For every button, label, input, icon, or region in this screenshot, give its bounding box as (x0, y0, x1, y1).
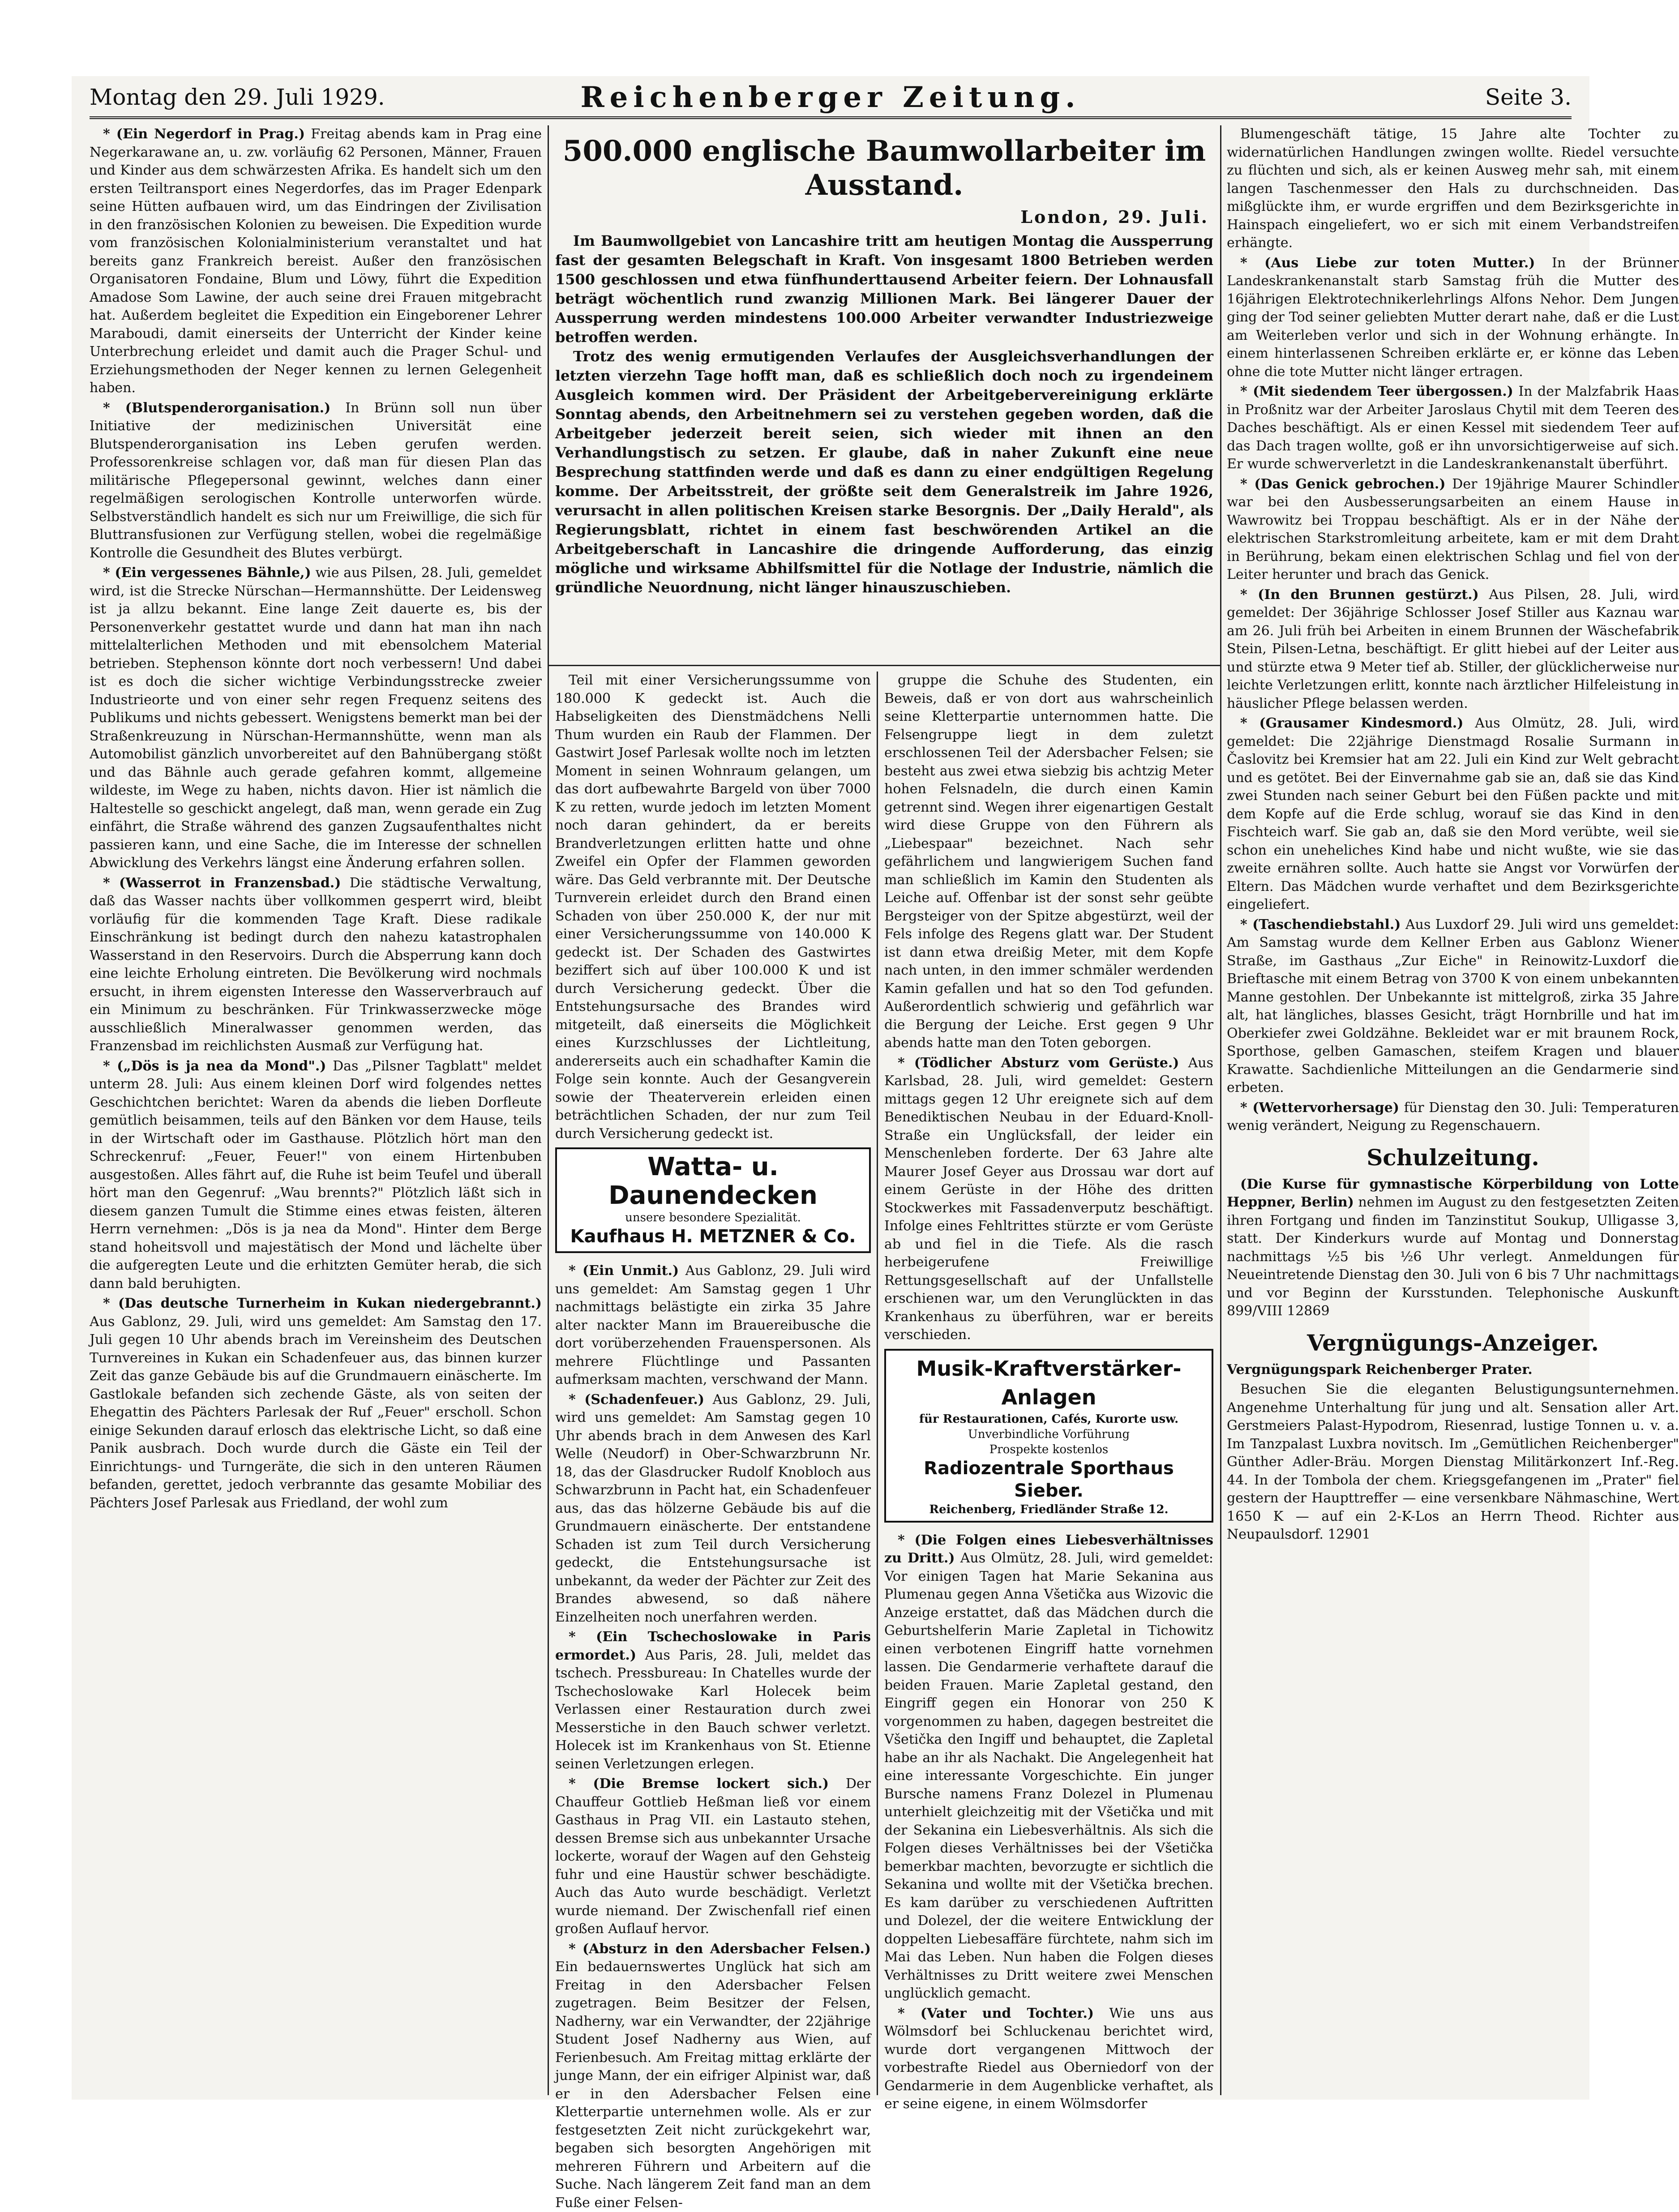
article (555, 1391, 871, 1627)
article-body: Die städtische Verwaltung, daß das Wasser nachts über vollkommen gesperrt wird, bleibt vorläufig für die kommenden Tage Kraft. Diese radikale Einschränkung ist bedingt durch den nahezu katastrophalen Wasserstand in den Reservoirs. Durch die Absperrung kann doch eine leichte Erholung eintreten. Die Bevölkerung wird nochmals ersucht, in ihrem eigensten Interesse den Wasserverbrauch auf ein Minimum zu beschränken. Für Trinkwasserzwecke möge ausschließlich Mineralwasser genommen werden, das Franzensbad im reichlichsten Ausmaß zur Verfügung hat. (90, 875, 542, 1054)
article-heading: * (In den Brunnen gestürzt.) (1240, 587, 1479, 603)
article-body: In Brünn soll nun über Initiative der medizinischen Universität eine Blutspenderorganisation ins Leben gerufen werden. Professorenkreise schlagen vor, daß man für diesen Plan das militärische Pflegepersonal gewinnt, welches dann einer regelmäßigen serologischen Kontrolle unterworfen würde. Selbstverständlich handelt es sich nur um Freiwillige, die sich für Bluttransfusionen zur Verfügung stellen, wobei die regelmäßige Kontrolle die Gesundheit des Blutes verbürgt. (90, 400, 542, 561)
column-2 (555, 672, 871, 2095)
article-heading: * (Die Bremse lockert sich.) (569, 1776, 829, 1792)
ad-shop: Radiozentrale Sporthaus Sieber. (890, 1457, 1208, 1502)
column-1 (90, 125, 542, 2095)
article (1227, 254, 1679, 381)
article-heading: * (Aus Liebe zur toten Mutter.) (1240, 255, 1535, 271)
ad-line: für Restaurationen, Cafés, Kurorte usw. (890, 1412, 1208, 1427)
article-body: Der 19jährige Maurer Schindler war bei den Ausbesserungsarbeiten an einem Hause in Wawrowitz bei Troppau beschäftigt. Als er in der Nähe der elektrischen Starkstromleitung arbeitete, kam er mit dem Draht in Berührung, bekam einen elektrischen Schlag und fiel von der Leiter herunter und brach das Genick. (1227, 476, 1679, 583)
article (1227, 916, 1679, 1097)
section-heading-schulzeitung: Schulzeitung. (1227, 1143, 1679, 1172)
ad-address: Reichenberg, Friedländer Straße 12. (890, 1502, 1208, 1517)
article (90, 125, 542, 398)
article-body: Aus Gablonz, 29. Juli wird uns gemeldet: Am Samstag gegen 1 Uhr nachmittags belästigte ein zirka 35 Jahre alter nackter Mann im Brauereibusche die dort vorüberzehenden Frauenspersonen. Als mehrere Flüchtlinge und Passanten aufmerksam machten, verschwand der Mann. (555, 1263, 871, 1387)
article (884, 2005, 1213, 2114)
article-body: Aus Gablonz, 29. Juli, wird uns gemeldet: Am Samstag den 17. Juli gegen 10 Uhr abends brach im Vereinsheim des Deutschen Turnvereines in Kukan ein Schadenfeuer aus, das binnen kurzer Zeit das ganze Gebäude bis auf die Grundmauern einäscherte. Im Gastlokale befanden sich zechende Gäste, als von seiten der Ehegattin des Pächters Parlesak der Ruf „Feuer" erscholl. Schon einige Sekunden darauf erlosch das elektrische Licht, so daß eine Panik ausbrach. Doch wurde durch die Gäste ein Teil der Einrichtungs- und Turngeräte, die sich in den unteren Räumen befanden, gerettet, jedoch verbrannte das gesamte Mobiliar des Pächters Josef Parlesak aus Friedland, der wohl zum (90, 1314, 542, 1511)
article-body: Ein bedauernswertes Unglück hat sich am Freitag in den Adersbacher Felsen zugetragen. Beim Besitzer der Felsen, Nadherny, war ein Verwandter, der 22jährige Student Josef Nadherny aus Wien, auf Ferienbesuch. Am Freitag mittag erklärte der junge Mann, der ein eifriger Alpinist war, daß er in den Adersbacher Felsen eine Kletterpartie unternehmen wolle. Als er zur festgesetzten Zeit nicht zurückgekehrt war, begaben sich besorgten Angehörigen mit mehreren Führern und Arbeitern auf die Suche. Nach längerem Zeit fand man an dem Fuße einer Felsen- (555, 1959, 871, 2211)
article-heading: * (Ein vergessenes Bähnle,) (103, 565, 311, 581)
article-body: Das „Pilsner Tagblatt" meldet unterm 28. Juli: Aus einem kleinen Dorf wird folgendes nettes Geschichtchen berichtet: Waren da abends die lieben Dorfleute gemütlich beisammen, teils auf den Bänken vor dem Hause, teils in der Wirtschaft oder im Gasthause. Plötzlich hört man den Schreckenruf: „Feuer, Feuer!" von einem Hirtenbuben ausgestoßen. Alles fährt auf, die Ruhe ist beim Teufel und überall hört man den Gegenruf: „Wau brennts?" Plötzlich läßt sich in diesem ganzen Tumult die Stimme eines etwas feisten, älteren Herrn vernehmen: „Dös is ja nea da Mond". Hinter dem Berge stand hoheitsvoll und majestätisch der Mond und lächelte über die aufgeregten Leute und die erhitzten Gemüter herab, die sich dann bald beruhigten. (90, 1058, 542, 1292)
column-4 (1227, 125, 1679, 2095)
article-body: nehmen im August zu den festgesetzten Zeiten ihren Fortgang und finden im Tanzinstitut Soukup, Ulligasse 3, statt. Der Kinderkurs wurde auf Montag und Donnerstag nachmittags ½5 bis ½6 Uhr verlegt. Anmeldungen für Neueintretende Dienstag den 30. Juli von 6 bis 7 Uhr nachmittags und vor Beginn der Kursstunden. Telephonische Auskunft 899/VIII 12869 (1227, 1194, 1679, 1319)
lead-paragraph: Im Baumwollgebiet von Lancashire tritt am heutigen Montag die Aussperrung fast der gesamten Belegschaft in Kraft. Von insgesamt 1800 Betrieben werden 1500 geschlossen und etwa fünfhunderttausend Arbeiter feiern. Der Lohnausfall beträgt wöchentlich rund zwanzig Millionen Mark. Bei längerer Dauer der Aussperrung werden mindestens 100.000 Arbeiter verwandter Industriezweige betroffen werden. (555, 231, 1213, 347)
article-heading: * (Ein Tschechoslowake in Paris ermordet.) (555, 1629, 871, 1663)
article-body: Freitag abends kam in Prag eine Negerkarawane an, u. zw. vorläufig 62 Personen, Männer, Frauen und Kinder aus dem schwärzesten Afrika. Es handelt sich um den ersten Teiltransport eines Negerdorfes, das im Prager Edenpark seine Hütten aufbauen wird, um das Eindringen der Zivilisation in den französischen Kolonien zu beweisen. Die Expedition wurde vom französischen Kolonialministerium veranstaltet und hat bereits ganz Frankreich bereist. Außer den französischen Organisatoren Fondaine, Blum und Löwy, führt die Expedition Amadose Som Lawine, der auch seine drei Frauen mitgebracht hat. Außerdem begleitet die Expedition ein Eingeborener Lehrer Maraboudi, damit einerseits der Unterricht der Kinder keine Unterbrechung erleidet und damit auch die Prager Schul- und Erziehungsmethoden der Neger kennen zu lernen Gelegenheit haben. (90, 126, 542, 396)
article (884, 1532, 1213, 2003)
article-heading: * (Schadenfeuer.) (569, 1392, 704, 1408)
article-heading: * (Wasserrot in Franzensbad.) (103, 875, 341, 891)
ad-subtitle: unsere besondere Spezialität. (561, 1210, 865, 1225)
advertisement-metzner (555, 1147, 871, 1253)
issue-date: Montag den 29. Juli 1929. (90, 84, 385, 110)
article-body: Aus Olmütz, 28. Juli, wird gemeldet: Die 22jährige Dienstmagd Rosalie Surmann in Časlovitz bei Kremsier hat am 22. Juli ein Kind zur Welt gebracht und es getötet. Bei der Einvernahme gab sie an, daß sie das Kind zwei Stunden nach seiner Geburt bei den Füßen packte und mit dem Kopfe auf die Erde schlug, worauf sie das Kind in den Fischteich warf. Sie gab an, daß sie den Mord verübte, weil sie schon ein uneheliches Kind habe und nicht wußte, wie sie das zweite ernähren sollte. Auch hatte sie Angst vor Vorwürfen der Eltern. Das Mädchen wurde verhaftet und dem Bezirksgerichte eingeliefert. (1227, 715, 1679, 912)
lead-headline: 500.000 englische Baumwollarbeiter im Ausstand. (555, 134, 1213, 202)
column-rule (548, 125, 549, 2095)
article-heading: * (Die Folgen eines Liebesverhältnisses zu Dritt.) (884, 1532, 1213, 1566)
article (555, 1775, 871, 1938)
article-body: Aus Luxdorf 29. Juli wird uns gemeldet: Am Samstag wurde dem Kellner Erben aus Gablonz Wiener Straße, im Gasthaus „Zur Eiche" in Reinowitz-Luxdorf die Brieftasche mit einem Betrag von 3700 K von einem unbekannten Manne gestohlen. Der Unbekannte ist mittelgroß, zirka 35 Jahre alt, hat längliches, blasses Gesicht, trägt Hornbrille und hat im Oberkiefer zwei Goldzähne. Bekleidet war er mit braunem Rock, Sporthose, gelben Gamaschen, steifem Kragen und blauer Krawatte. Sachdienliche Mitteilungen an die Gendarmerie sind erbeten. (1227, 917, 1679, 1096)
ad-title: Musik-Kraftverstärker-Anlagen (890, 1354, 1208, 1412)
ad-title: Watta- u. Daunendecken (561, 1153, 865, 1210)
article (90, 399, 542, 563)
article-heading: Vergnügungspark Reichenberger Prater. (1227, 1362, 1533, 1378)
article-heading: * (Vater und Tochter.) (898, 2006, 1094, 2021)
article (555, 1628, 871, 1773)
article-body: Aus Olmütz, 28. Juli, wird gemeldet: Vor einigen Tagen hat Marie Sekanina aus Plumenau gegen Anna Všetička aus Wizovic die Anzeige erstattet, daß das Mädchen durch die Geburtshelferin Marie Zapletal in Tichowitz einen verbotenen Eingriff hatte vornehmen lassen. Die Gendarmerie verhaftete darauf die beiden Frauen. Marie Zapletal gestand, den Eingriff gegen ein Honorar von 250 K vorgenommen zu haben, dagegen bestreitet die Všetička den Ingiff und behauptet, die Zapletal habe an ihr als Nachakt. Die Angelegenheit hat eine interessante Vorgeschichte. Ein junger Bursche namens Franz Dolezel in Plumenau unterhielt gleichzeitig mit der Všetička und mit der Sekanina ein Liebesverhältnis. Als sich die Folgen dieses Verhältnisses bei der Všetička bemerkbar machten, bevorzugte er sichtlich die Sekanina und wollte mit der Všetička brechen. Es kam darüber zu verschiedenen Auftritten und Dolezel, der die weitere Entwicklung der doppelten Liebesaffäre fürchtete, nahm sich im Mai das Leben. Nun haben die Folgen dieses Verhältnisses zu Dritt weitere zwei Menschen unglücklich gemacht. (884, 1550, 1213, 2001)
article-body: Aus Gablonz, 29. Juli, wird uns gemeldet: Am Samstag gegen 10 Uhr abends brach in dem Anwesen des Karl Welle (Neudorf) in Ober-Schwarzbrunn Nr. 18, das der Glasdrucker Rudolf Knobloch aus Schwarzbrunn in Pacht hat, ein Schadenfeuer aus, das das hölzerne Gebäude bis auf die Grundmauern einäscherte. Der entstandene Schaden ist zum Teil durch Versicherung gedeckt, die Entstehungsursache ist unbekannt, da weder der Pächter zur Zeit des Brandes abwesend, so daß nähere Einzelheiten noch unerfahren werden. (555, 1392, 871, 1625)
article (90, 1295, 542, 1512)
lead-body (555, 231, 1213, 597)
article-heading: * (Tödlicher Absturz vom Gerüste.) (898, 1055, 1179, 1071)
article (90, 874, 542, 1056)
article-heading: * (Das Genick gebrochen.) (1240, 476, 1446, 492)
article (1227, 383, 1679, 474)
article-body: Der Chauffeur Gottlieb Heßman ließ vor einem Gasthaus in Prag VII. ein Lastauto stehen, dessen Bremse sich aus unbekannter Ursache lockerte, worauf der Wagen auf den Gehsteig fuhr und eine Haustür schwer beschädigte. Auch das Auto wurde beschädigt. Verletzt wurde niemand. Der Zwischenfall rief einen großen Auflauf hervor. (555, 1776, 871, 1937)
article-body: Teil mit einer Versicherungssumme von 180.000 K gedeckt ist. Auch die Habseligkeiten des Dienstmädchens Nelli Thum wurden ein Raub der Flammen. Der Gastwirt Josef Parlesak wollte noch im letzten Moment in seinen Wohnraum gelangen, um das dort aufbewahrte Bargeld von über 7000 K zu retten, wurde jedoch im letzten Moment noch daran gehindert, da er bereits Brandverletzungen erlitten hatte und ohne Zweifel ein Opfer der Flammen geworden wäre. Das Geld verbrannte mit. Der Deutsche Turnverein erleidet durch den Brand einen Schaden von über 250.000 K, der nur mit einer Versicherungssumme von 140.000 K gedeckt ist. Der Schaden des Gastwirtes beziffert sich auf über 100.000 K und ist durch Versicherung gedeckt. Über die Entstehungsursache des Brandes wird mitgeteilt, daß einerseits die Möglichkeit eines Kurzschlusses der Lichtleitung, andererseits auch ein schadhafter Kamin die Folge sein konnte. Auch der Gesangverein sowie der Theaterverein erleiden einen beträchtlichen Schaden, der nur zum Teil durch Versicherung gedeckt ist. (555, 672, 871, 1143)
article-heading: * (Taschendiebstahl.) (1240, 917, 1401, 933)
ad-line: Unverbindliche Vorführung (890, 1427, 1208, 1442)
article (1227, 1176, 1679, 1321)
article-heading: * (Ein Unmit.) (569, 1263, 679, 1279)
article (555, 1262, 871, 1389)
article-body: wie aus Pilsen, 28. Juli, gemeldet wird, ist die Strecke Nürschan—Hermannshütte. Der Leidensweg ist ja allzu bekannt. Eine lange Zeit dauerte es, bis der Personenverkehr gestattet wurde und dann hat man ihn nach mittelalterlichen Methoden und mit ebensolchem Material betrieben. Stephenson könnte dort noch verbessern! Und dabei ist es doch die sicher wichtige Verbindungsstrecke zweier Industrieorte und von einer sehr regen Frequenz seitens des Publikums und nichts gebessert. Wenigstens bemerkt man bei der Straßenkreuzung in Nürschan-Hermannshütte, wenn man als Automobilist gänzlich unvorbereitet auf den Bahnübergang stößt und das Bähnle auch gerade gefahren kommt, allgemeine wildeste, im Wege zu haben, nichts davon. Hier ist nämlich die Haltestelle so geschickt angelegt, daß man, wenn gerade ein Zug einfährt, die Straße während des ganzen Zugsaufenthaltes nicht passieren kann, und eine Sache, die im Interesse der schnellen Abwicklung des Verkehrs längst eine Änderung erfahren sollen. (90, 565, 542, 871)
article (884, 1054, 1213, 1344)
article-body: Wie uns aus Wölmsdorf bei Schluckenau berichtet wird, wurde dort vergangenen Mittwoch der vorbestrafte Riedel aus Oberniedorf von der Gendarmerie in dem Augenblicke verhaftet, als er seine eigene, in einem Wölmsdorfer (884, 2006, 1213, 2112)
article-body: Besuchen Sie die eleganten Belustigungsunternehmen. Angenehme Unterhaltung für jung und alt. Sensation aller Art. Gerstmeiers Palast-Hypodrom, Riesenrad, lustige Tonnen u. v. a. Im Tanzpalast Luxbra novitsch. Im „Gemütlichen Reichenberger" Günther Adler-Bräu. Morgen Dienstag Militärkonzert Inf.-Reg. 44. In der Tombola der chem. Kriegsgefangenen im „Prater" fiel gestern der Haupttreffer — eine versenkbare Nähmaschine, Wert 1650 K — auf ein 2-K-Los an Herrn Theod. Richter aus Neupaulsdorf. 12901 (1227, 1381, 1679, 1544)
headline-rule (548, 665, 1221, 666)
advertisement-sieber (884, 1349, 1213, 1523)
column-rule (877, 672, 878, 2095)
lead-paragraph: Trotz des wenig ermutigenden Verlaufes der Ausgleichsverhandlungen der letzten vierzehn Tage hofft man, daß es schließlich doch noch zu irgendeinem Ausgleich kommen wird. Der Präsident der Arbeitgebervereinigung erklärte Sonntag abends, den Arbeitnehmern sei zu verstehen gegeben worden, daß die Arbeitgeber jederzeit bereit seien, sich wieder mit ihnen an den Verhandlungstisch zu setzen. Er glaube, daß in naher Zukunft eine neue Besprechung stattfinden werde und daß es dann zu einer endgültigen Regelung komme. Der Arbeitsstreit, der größte seit dem Generalstreik im Jahre 1926, verursacht in allen politischen Kreisen starke Besorgnis. Der „Daily Herald", als Regierungsblatt, richtet in einem fast beschwörenden Artikel an die Arbeitgeberschaft in Lancashire die dringende Aufforderung, das einzig mögliche und wirksame Abhilfsmittel für die Notlage der Industrie, nämlich die gründliche Neuordnung, nicht länger hinauszuschieben. (555, 347, 1213, 597)
ad-line: Prospekte kostenlos (890, 1442, 1208, 1457)
column-3 (884, 672, 1213, 2095)
article-heading: * (Mit siedendem Teer übergossen.) (1240, 384, 1513, 399)
article-heading: * („Dös is ja nea da Mond".) (103, 1058, 326, 1074)
section-heading-vergnuegungs-anzeiger: Vergnügungs-Anzeiger. (1227, 1329, 1679, 1357)
article (555, 1940, 871, 2212)
lead-article (555, 125, 1213, 663)
page-number: Seite 3. (1485, 84, 1572, 110)
article-heading: (Die Kurse für gymnastische Körperbildung von Lotte Heppner, Berlin) (1227, 1177, 1679, 1211)
article-body: Aus Karlsbad, 28. Juli, wird gemeldet: Gestern mittags gegen 12 Uhr ereignete sich auf dem Benediktischen Neubau in der Eduard-Knoll-Straße ein Unglücksfall, der leider ein Menschenleben forderte. Der 63 Jahre alte Maurer Josef Geyer aus Drossau war dort auf einem Gerüste in der Höhe des dritten Stockwerkes mit Fassadenverputz beschäftigt. Infolge eines Fehltrittes stürzte er vom Gerüste ab und fiel in die Tiefe. Als die rasch herbeigerufene Freiwillige Rettungsgesellschaft auf der Unfallstelle erschienen war, um den Verunglückten in das Krankenhaus zu überführen, war er bereits verschieden. (884, 1055, 1213, 1343)
article (90, 1057, 542, 1293)
page-header (90, 81, 1572, 119)
article-body: Blumengeschäft tätige, 15 Jahre alte Tochter zu widernatürlichen Handlungen zwingen wollte. Riedel versuchte zu flüchten und sich, als er keinen Ausweg mehr sah, mit einem langen Taschenmesser den Hals zu durchschneiden. Das mißglückte ihm, er wurde ergriffen und dem Bezirksgerichte in Hainspach eingeliefert, wo er sich mit einem Verbandstreifen erhängte. (1227, 125, 1679, 252)
article (1227, 1099, 1679, 1135)
article-body: gruppe die Schuhe des Studenten, ein Beweis, daß er von dort aus wahrscheinlich seine Kletterpartie unternommen hatte. Die Felsengruppe liegt in dem zuletzt erschlossenen Teil der Adersbacher Felsen; sie besteht aus zwei etwa siebzig bis achtzig Meter hohen Felsnadeln, die durch einen Kamin getrennt sind. Wegen ihrer eigenartigen Gestalt wird diese Gruppe von den Führern als „Liebespaar" bezeichnet. Nach sehr gefährlichem und langwierigem Suchen fand man schließlich im Kamin den Studenten als Leiche auf. Offenbar ist der sonst sehr geübte Bergsteiger von der Spitze abgestürzt, weil der Fels infolge des Regens glatt war. Der Student ist dann etwa dreißig Meter, mit dem Kopfe nach unten, in den immer schmäler werdenden Kamin gefallen und hat so den Tod gefunden. Außerordentlich schwierig und gefährlich war die Bergung der Leiche. Erst gegen 9 Uhr abends hatte man den Toten geborgen. (884, 672, 1213, 1053)
article-body: Aus Pilsen, 28. Juli, wird gemeldet: Der 36jährige Schlosser Josef Stiller aus Kaznau war am 26. Juli früh bei Arbeiten in einem Brunnen der Wäschefabrik Stein, Pilsen-Letna, beschäftigt. Er glitt hiebei auf der Leiter aus und stürzte etwa 9 Meter tief ab. Stiller, der glücklicherweise nur leichte Verletzungen erlitt, konnte nach ärztlicher Hilfeleistung in häuslicher Pflege belassen werden. (1227, 587, 1679, 711)
lead-dateline: London, 29. Juli. (555, 207, 1209, 227)
article-heading: * (Grausamer Kindesmord.) (1240, 715, 1463, 731)
article-heading: * (Das deutsche Turnerheim in Kukan niedergebrannt.) (103, 1296, 542, 1311)
column-rule (1220, 125, 1221, 2095)
article-heading: * (Absturz in den Adersbacher Felsen.) (569, 1941, 871, 1957)
article (90, 564, 542, 873)
newspaper-title: Reichenberger Zeitung. (90, 81, 1572, 114)
article-heading: * (Ein Negerdorf in Prag.) (103, 126, 305, 142)
article (1227, 475, 1679, 584)
article-body: für Dienstag den 30. Juli: Temperaturen wenig verändert, Neigung zu Regenschauern. (1227, 1100, 1679, 1134)
article (1227, 1361, 1679, 1379)
article-body: Aus Paris, 28. Juli, meldet das tschech. Pressbureau: In Chatelles wurde der Tschechoslowake Karl Holecek beim Verlassen einer Restauration durch zwei Messerstiche in den Bauch schwer verletzt. Holecek ist im Krankenhaus von St. Etienne seinen Verletzungen erlegen. (555, 1647, 871, 1772)
article (1227, 715, 1679, 914)
newspaper-page (72, 76, 1589, 2100)
article (1227, 586, 1679, 713)
article-body: In der Brünner Landeskrankenanstalt starb Samstag früh die Mutter des 16jährigen Elektrotechnikerlehrlings Alfons Nehor. Dem Jungen ging der Tod seiner geliebten Mutter derart nahe, daß er die Lust am Weiterleben verlor und sich in der Wohnung erhängte. In einem hinterlassenen Schreiben erklärte er, er könne das Leben ohne die tote Mutter nicht länger ertragen. (1227, 255, 1679, 380)
article-heading: * (Blutspenderorganisation.) (103, 400, 330, 416)
ad-shop: Kaufhaus H. METZNER & Co. (561, 1225, 865, 1248)
article-body: In der Malzfabrik Haas in Proßnitz war der Arbeiter Jaroslaus Chytil mit dem Teeren des Daches beschäftigt. Als er einen Kessel mit siedendem Teer auf das Dach tragen wollte, goß er ihn unvorsichtigerweise auf sich. Er wurde schwerverletzt in die Landeskrankenanstalt überführt. (1227, 384, 1679, 472)
article-heading: * (Wettervorhersage) (1240, 1100, 1399, 1116)
